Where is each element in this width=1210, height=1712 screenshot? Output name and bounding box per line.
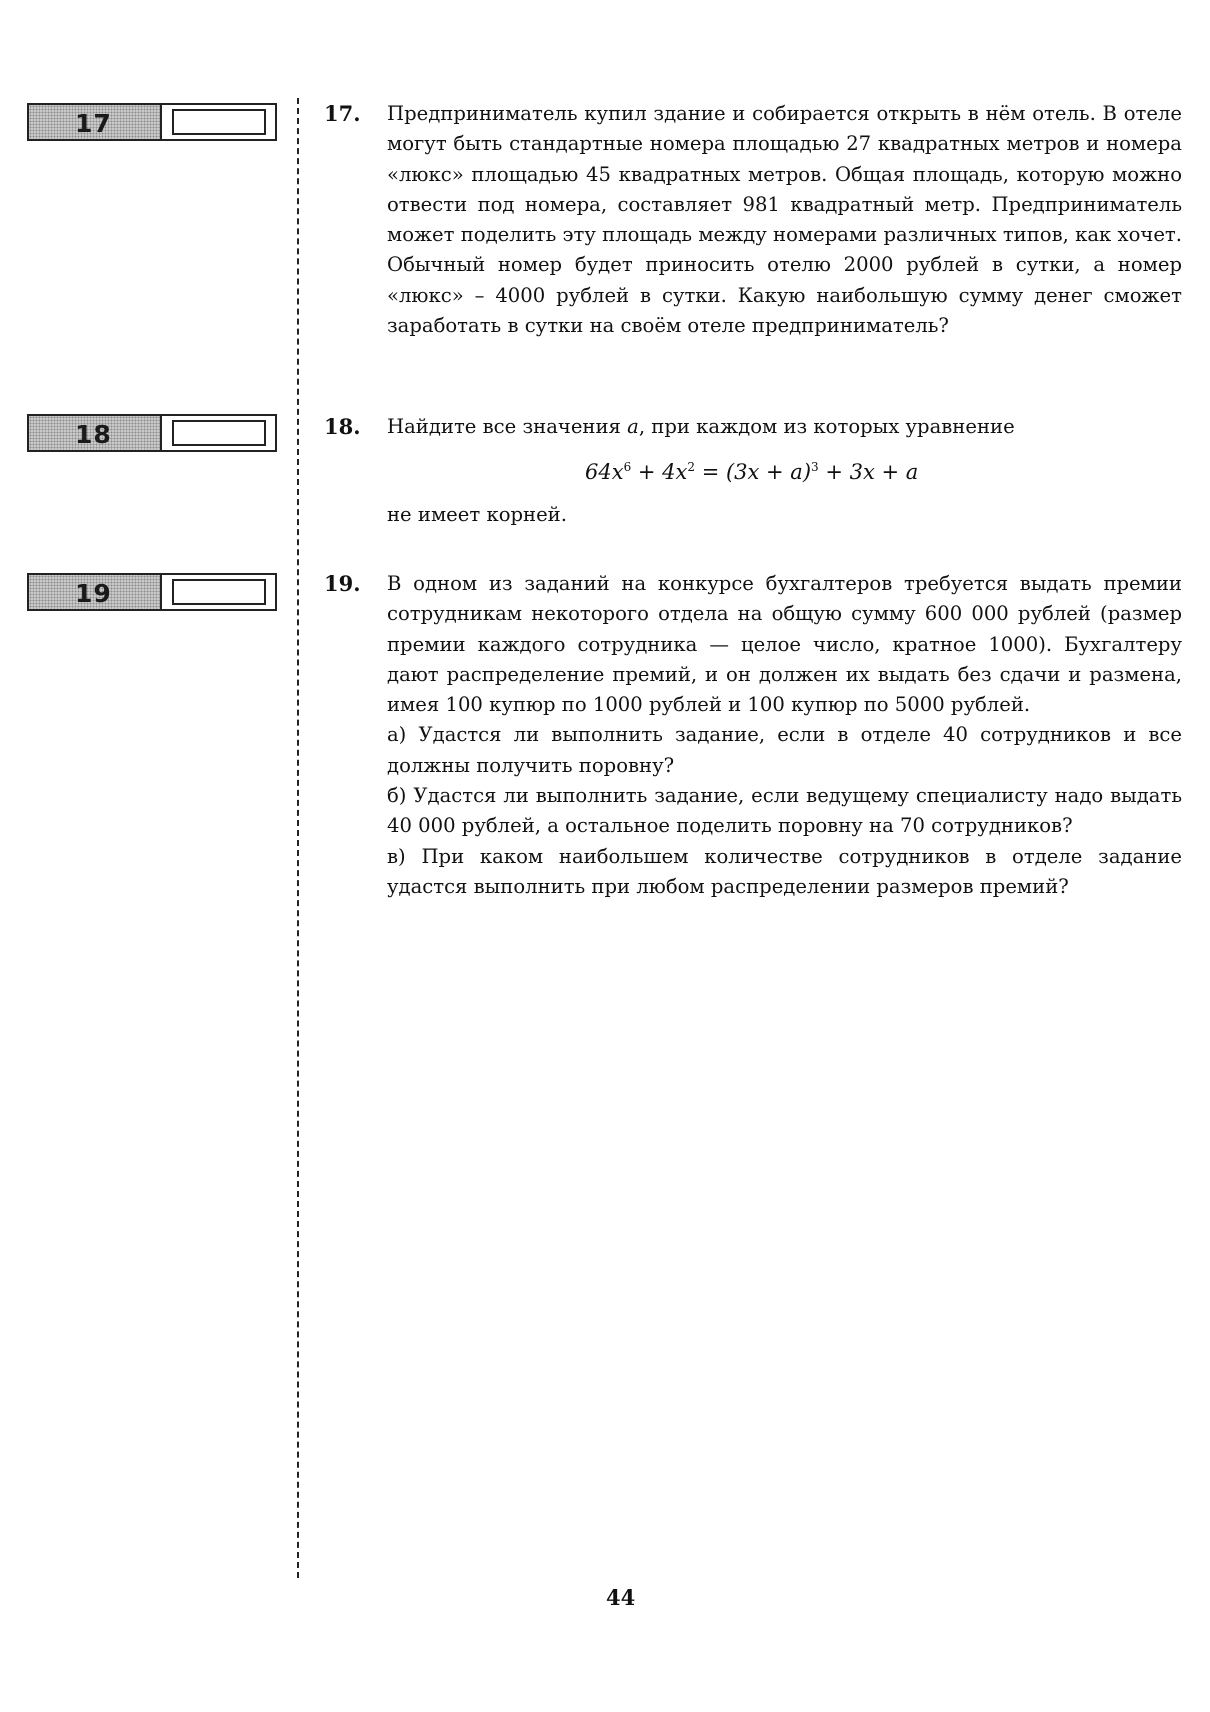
problem-19-paragraph: В одном из заданий на конкурсе бухгалтеров требуется выдать премии сотрудникам некоторого отдела на общую сумму 600 000 рублей (размер премии каждого сотрудника — целое число, кратное 1000). Бухгалтеру дают распределение премий, и он должен их выдать без сдачи и размена, имея 100 купюр по 1000 рублей и 100 купюр по 5000 рублей.	[387, 572, 1182, 717]
formula-part: + 4x	[631, 460, 688, 484]
problem-18-intro	[387, 412, 1182, 442]
problem-18-outro: не имеет корней.	[387, 503, 567, 526]
answer-box-number-cell	[29, 105, 162, 139]
formula-exponent: 3	[811, 460, 819, 474]
problem-18-equation	[585, 460, 918, 484]
page-number: 44	[606, 1585, 636, 1610]
problem-18-intro-after: , при каждом из которых уравнение	[638, 415, 1015, 438]
answer-field-18[interactable]	[172, 420, 266, 446]
problem-19-number: 19.	[324, 571, 361, 596]
answer-box-number: 18	[75, 420, 112, 449]
answer-box-number: 17	[75, 109, 112, 138]
formula-part: = (3x + a)	[695, 460, 812, 484]
answer-box-number: 19	[75, 579, 112, 608]
problem-19-part-b: б) Удастся ли выполнить задание, если ведущему специалисту надо выдать 40 000 рублей, а остальное поделить поровну на 70 сотрудников?	[387, 784, 1182, 838]
problem-19-part-a: а) Удастся ли выполнить задание, если в отделе 40 сотрудников и все должны получить поровну?	[387, 723, 1182, 777]
formula-part: 64x	[585, 460, 624, 484]
answer-field-17[interactable]	[172, 109, 266, 135]
problem-18-number: 18.	[324, 414, 361, 439]
problem-19-text	[387, 569, 1182, 902]
problem-17-number: 17.	[324, 101, 361, 126]
answer-box-number-cell	[29, 575, 162, 609]
problem-19-part-c: в) При каком наибольшем количестве сотрудников в отделе задание удастся выполнить при любом распределении размеров премий?	[387, 844, 1182, 898]
problem-18-variable: a	[627, 415, 639, 438]
answer-box-18	[27, 414, 277, 452]
cut-line	[297, 98, 299, 1578]
formula-exponent: 6	[623, 460, 632, 474]
formula-exponent: 2	[687, 460, 696, 474]
answer-box-number-cell	[29, 416, 162, 450]
answer-box-19	[27, 573, 277, 611]
answer-field-19[interactable]	[172, 579, 266, 605]
problem-17-paragraph: Предприниматель купил здание и собирается открыть в нём отель. В отеле могут быть стандартные номера площадью 27 квадратных метров и номера «люкс» площадью 45 квадратных метров. Общая площадь, которую можно отвести под номера, составляет 981 квадратный метр. Предприниматель может поделить эту площадь между номерами различных типов, как хочет. Обычный номер будет приносить отелю 2000 рублей в сутки, а номер «люкс» – 4000 рублей в сутки. Какую наибольшую сумму денег сможет заработать в сутки на своём отеле предприниматель?	[387, 102, 1182, 338]
answer-box-17	[27, 103, 277, 141]
problem-18-intro-before: Найдите все значения	[387, 415, 628, 438]
problem-17-text	[387, 99, 1182, 341]
formula-part: + 3x + a	[818, 460, 919, 484]
